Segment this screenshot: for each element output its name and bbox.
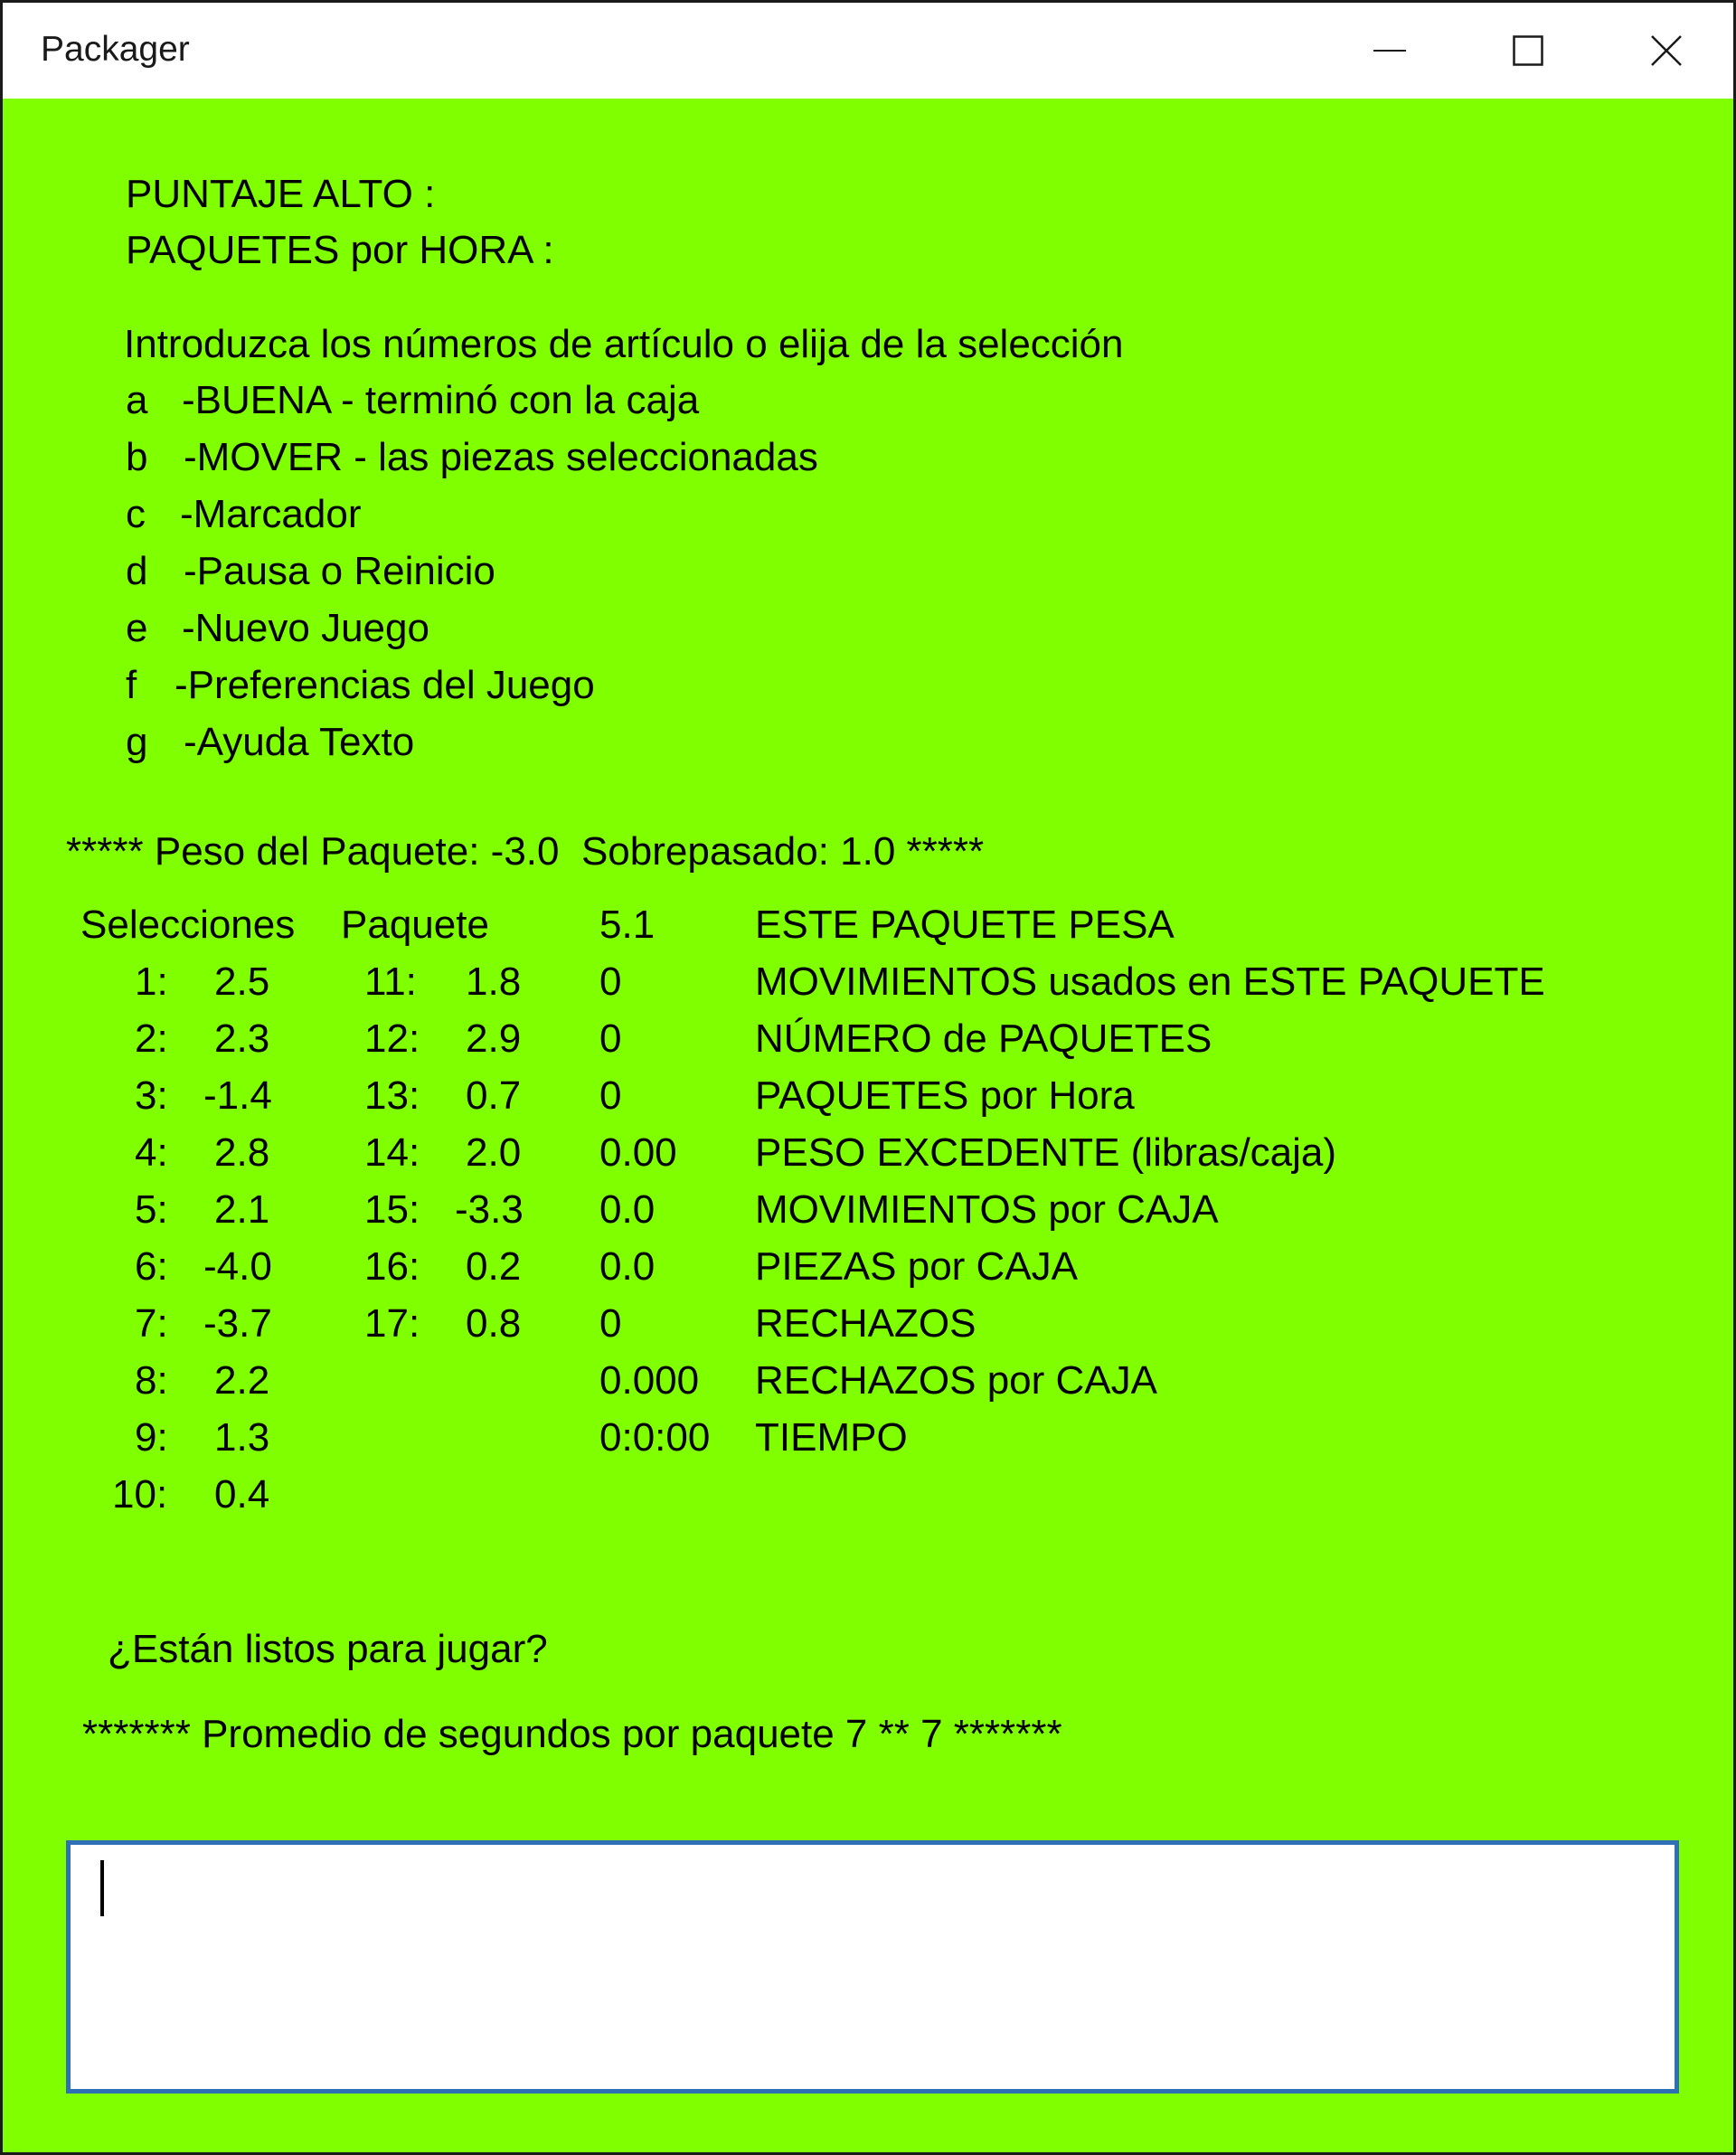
selection-number: 5:	[135, 1187, 168, 1232]
text-caret	[100, 1860, 104, 1916]
menu-key-e: e	[126, 606, 148, 650]
menu-item-move: -MOVER - las piezas seleccionadas	[184, 435, 818, 479]
package-number: 16:	[364, 1244, 420, 1289]
stat-value: 0	[599, 1073, 622, 1118]
stat-label: PAQUETES por Hora	[755, 1073, 1135, 1118]
stat-label: PESO EXCEDENTE (libras/caja)	[755, 1130, 1337, 1175]
maximize-icon	[1513, 35, 1543, 66]
close-button[interactable]	[1599, 3, 1734, 99]
stat-value: 0.000	[599, 1358, 700, 1403]
stat-label: RECHAZOS	[755, 1301, 976, 1346]
menu-item-new-game: -Nuevo Juego	[182, 606, 429, 650]
selection-number: 1:	[135, 959, 168, 1004]
stat-value: 0.00	[599, 1130, 677, 1175]
menu-key-a: a	[126, 378, 148, 422]
selection-value: -3.7	[203, 1301, 272, 1346]
package-number: 15:	[364, 1187, 420, 1232]
command-input[interactable]	[66, 1840, 1679, 2094]
selection-value: 2.5	[214, 959, 270, 1004]
high-score-label: PUNTAJE ALTO :	[126, 172, 436, 216]
selection-number: 2:	[135, 1016, 168, 1061]
stat-value: 0.0	[599, 1187, 656, 1232]
minimize-button[interactable]	[1322, 3, 1458, 99]
stat-label: ESTE PAQUETE PESA	[755, 903, 1175, 947]
stat-value: 0	[599, 1301, 622, 1346]
package-value: 0.7	[466, 1073, 522, 1118]
stat-label: MOVIMIENTOS usados en ESTE PAQUETE	[755, 959, 1545, 1004]
menu-key-g: g	[126, 720, 148, 764]
menu-key-f: f	[126, 663, 137, 707]
package-number: 13:	[364, 1073, 420, 1118]
stat-value: 0.0	[599, 1244, 656, 1289]
selection-value: -1.4	[203, 1073, 272, 1118]
menu-item-help: -Ayuda Texto	[184, 720, 415, 764]
packages-per-hour-label: PAQUETES por HORA :	[126, 228, 554, 272]
package-value: 1.8	[466, 959, 522, 1004]
package-value: -3.3	[455, 1187, 524, 1232]
menu-item-pause: -Pausa o Reinicio	[184, 549, 495, 593]
selection-number: 4:	[135, 1130, 168, 1175]
minimize-icon	[1373, 49, 1406, 52]
stat-value: 0	[599, 1016, 622, 1061]
stat-label: PIEZAS por CAJA	[755, 1244, 1079, 1289]
selection-value: 2.1	[214, 1187, 270, 1232]
menu-item-preferences: -Preferencias del Juego	[175, 663, 595, 707]
stat-label: NÚMERO de PAQUETES	[755, 1016, 1212, 1061]
menu-item-scoreboard: -Marcador	[180, 492, 362, 536]
menu-key-c: c	[126, 492, 146, 536]
stat-value: 5.1	[599, 903, 656, 947]
package-header: Paquete	[341, 903, 489, 947]
package-value: 0.8	[466, 1301, 522, 1346]
selection-number: 8:	[135, 1358, 168, 1403]
selection-value: 2.3	[214, 1016, 270, 1061]
package-number: 17:	[364, 1301, 420, 1346]
window-title: Packager	[41, 30, 190, 69]
package-value: 2.9	[466, 1016, 522, 1061]
package-number: 14:	[364, 1130, 420, 1175]
stat-label: TIEMPO	[755, 1415, 908, 1460]
menu-intro: Introduzca los números de artículo o elija de la selección	[124, 322, 1124, 366]
package-value: 2.0	[466, 1130, 522, 1175]
stat-value: 0	[599, 959, 622, 1004]
close-icon	[1650, 34, 1683, 67]
selection-value: 1.3	[214, 1415, 270, 1460]
stat-label: MOVIMIENTOS por CAJA	[755, 1187, 1219, 1232]
package-number: 11:	[364, 959, 417, 1004]
stat-label: RECHAZOS por CAJA	[755, 1358, 1157, 1403]
package-number: 12:	[364, 1016, 420, 1061]
maximize-button[interactable]	[1460, 3, 1596, 99]
average-seconds-line: ******* Promedio de segundos por paquete 7 ** 7 *******	[82, 1712, 1062, 1756]
selection-number: 6:	[135, 1244, 168, 1289]
menu-key-b: b	[126, 435, 148, 479]
weight-status-line: ***** Peso del Paquete: -3.0 Sobrepasado: 1.0 *****	[66, 829, 985, 874]
selection-value: 0.4	[214, 1472, 270, 1517]
package-value: 0.2	[466, 1244, 522, 1289]
selection-number: 10:	[112, 1472, 168, 1517]
selection-number: 3:	[135, 1073, 168, 1118]
selections-header: Selecciones	[80, 903, 296, 947]
menu-key-d: d	[126, 549, 148, 593]
selection-value: -4.0	[203, 1244, 272, 1289]
stat-value: 0:0:00	[599, 1415, 711, 1460]
selection-number: 7:	[135, 1301, 168, 1346]
ready-prompt: ¿Están listos para jugar?	[108, 1627, 548, 1671]
selection-value: 2.8	[214, 1130, 270, 1175]
selection-number: 9:	[135, 1415, 168, 1460]
title-bar[interactable]	[3, 3, 1733, 99]
selection-value: 2.2	[214, 1358, 270, 1403]
menu-item-good: -BUENA - terminó con la caja	[182, 378, 700, 422]
